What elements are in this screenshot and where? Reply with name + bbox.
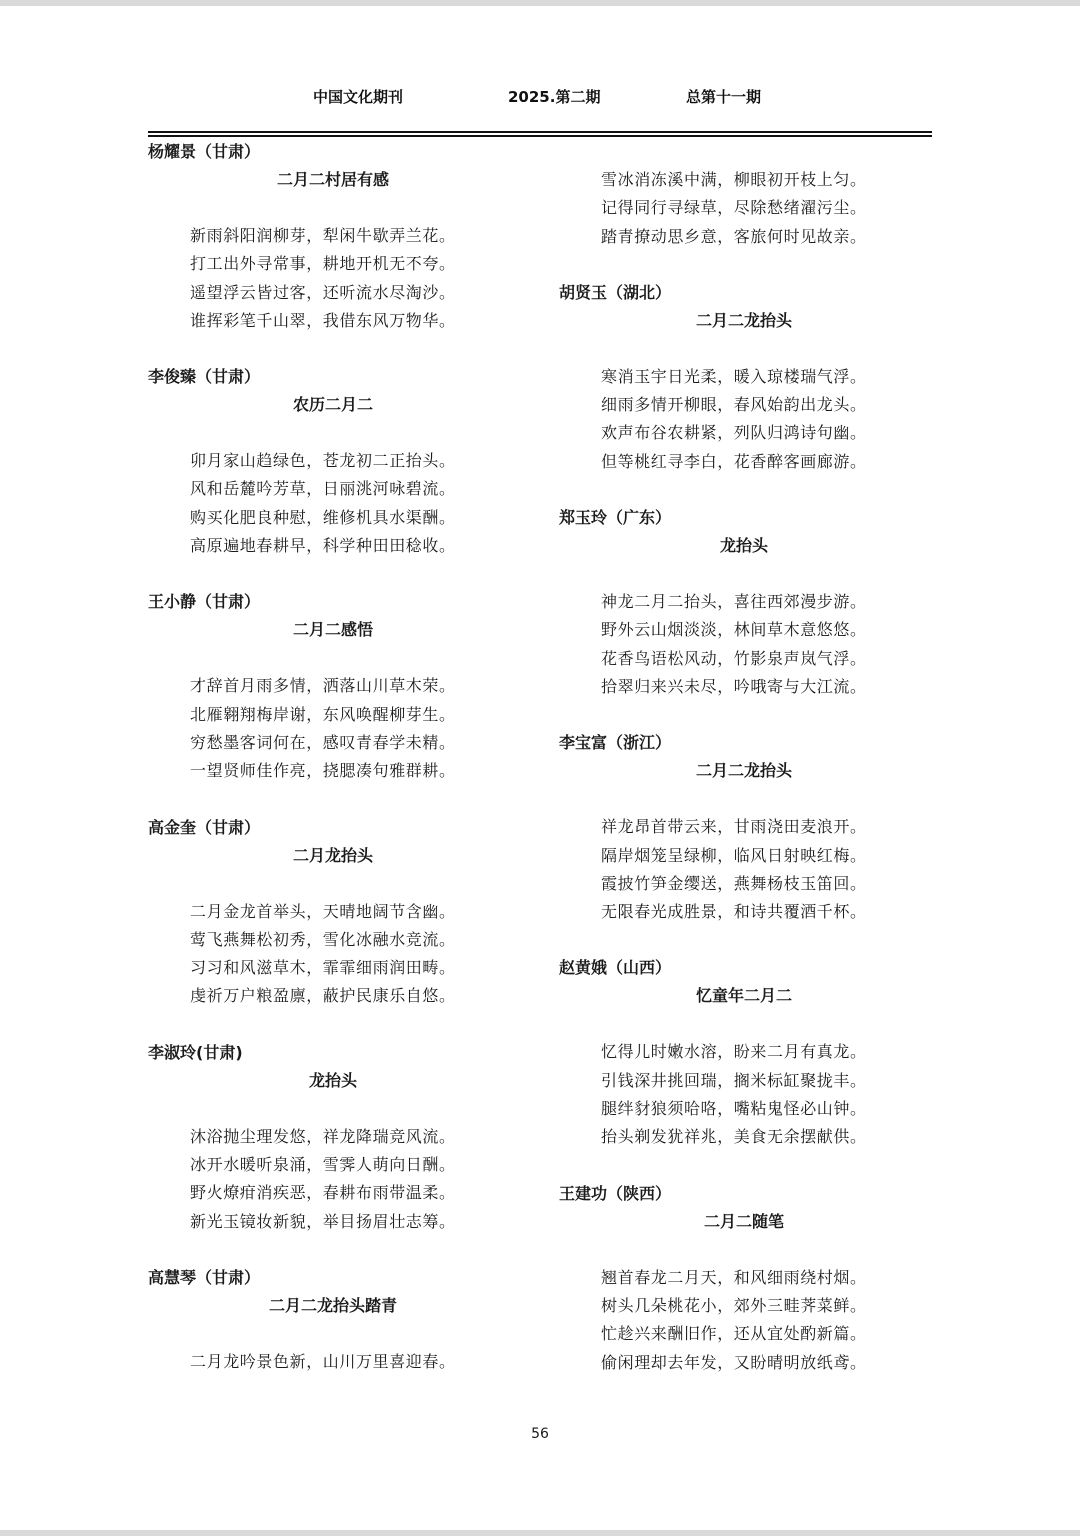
poem-line: 野火燎疳消疾恶，春耕布雨带温柔。 bbox=[190, 1183, 456, 1203]
poem-author: 赵黄娥（山西） bbox=[559, 958, 672, 978]
poem-line: 沐浴抛尘理发悠，祥龙降瑞竞风流。 bbox=[190, 1126, 456, 1146]
poem-line: 踏青撩动思乡意，客旅何时见故亲。 bbox=[601, 226, 867, 246]
poem bbox=[148, 138, 528, 335]
poem-line: 偷闲理却去年发，又盼晴明放纸鸢。 bbox=[601, 1352, 867, 1372]
poem-title: 二月二龙抬头踏青 bbox=[268, 1295, 397, 1315]
poem-line: 新光玉镜妆新貌，举目扬眉壮志筹。 bbox=[190, 1211, 456, 1231]
poem-title: 二月二村居有感 bbox=[276, 170, 389, 189]
poem-line: 隔岸烟笼呈绿柳，临风日射映红梅。 bbox=[601, 845, 867, 865]
poem-line: 野外云山烟淡淡，林间草木意悠悠。 bbox=[601, 620, 867, 640]
poem-title: 龙抬头 bbox=[308, 1070, 357, 1090]
header-issue: 2025.第二期 bbox=[508, 88, 601, 106]
poem bbox=[559, 504, 939, 701]
poem-title: 二月二感悟 bbox=[292, 620, 373, 640]
poem-author: 郑玉玲（广东） bbox=[559, 508, 672, 528]
poem-author: 李宝富（浙江） bbox=[559, 733, 672, 753]
poem-title: 二月二随笔 bbox=[703, 1211, 784, 1231]
poem-line: 雪冰消冻溪中满，柳眼初开枝上匀。 bbox=[601, 170, 867, 189]
poem-line: 但等桃红寻李白，花香醉客画廊游。 bbox=[601, 451, 867, 471]
poem-line: 神龙二月二抬头，喜往西郊漫步游。 bbox=[601, 592, 867, 612]
right-column bbox=[559, 138, 939, 1377]
poem-title: 龙抬头 bbox=[719, 536, 768, 556]
top-edge-bar bbox=[0, 0, 1080, 6]
poem-line: 细雨多情开柳眼，春风始韵出龙头。 bbox=[601, 395, 867, 415]
bottom-edge-bar bbox=[0, 1530, 1080, 1536]
poem bbox=[559, 279, 939, 476]
poem-author: 杨耀景（甘肃） bbox=[148, 142, 261, 161]
poem-line: 习习和风滋草木，霏霏细雨润田畴。 bbox=[190, 958, 456, 978]
poem-line: 忙趁兴来酬旧作，还从宜处酌新篇。 bbox=[601, 1324, 867, 1344]
poem-line: 抬头剃发犹祥兆，美食无余摆献供。 bbox=[601, 1127, 867, 1147]
poem-title: 二月龙抬头 bbox=[292, 845, 373, 865]
poem-line: 引钱深井挑回瑞，搁米标缸聚拢丰。 bbox=[601, 1070, 867, 1090]
poem-title: 农历二月二 bbox=[292, 395, 373, 415]
poem-line: 拾翠归来兴未尽，吟哦寄与大江流。 bbox=[601, 676, 867, 696]
poem-line: 翘首春龙二月天，和风细雨绕村烟。 bbox=[601, 1267, 867, 1287]
poem-author: 王小静（甘肃） bbox=[148, 592, 261, 612]
poem-line: 欢声布谷农耕紧，列队归鸿诗句幽。 bbox=[601, 423, 867, 443]
poem bbox=[148, 814, 528, 1011]
poem bbox=[559, 1180, 939, 1377]
poem-title: 二月二龙抬头 bbox=[695, 310, 792, 330]
poem-line: 腿绊豺狼须哈咯，嘴粘鬼怪必山钟。 bbox=[601, 1099, 867, 1119]
poem bbox=[559, 729, 939, 926]
poem-author: 胡贤玉（湖北） bbox=[559, 282, 672, 302]
poem-line: 谁挥彩笔千山翠，我借东风万物华。 bbox=[190, 310, 456, 330]
poem-line: 二月龙吟景色新，山川万里喜迎春。 bbox=[190, 1351, 456, 1371]
poem-line: 树头几朵桃花小，郊外三畦荠菜鲜。 bbox=[601, 1295, 867, 1315]
poem-line: 风和岳麓吟芳草，日丽洮河咏碧流。 bbox=[190, 479, 456, 499]
poem-continuation bbox=[559, 138, 939, 251]
poem-line: 新雨斜阳润柳芽，犁闲牛歇弄兰花。 bbox=[190, 226, 456, 245]
poem-title: 忆童年二月二 bbox=[695, 986, 792, 1006]
poem-line: 霞披竹笋金缨送，燕舞杨枝玉笛回。 bbox=[601, 873, 867, 893]
header-journal-name: 中国文化期刊 bbox=[313, 88, 404, 106]
poem-title: 二月二龙抬头 bbox=[695, 761, 792, 781]
poem bbox=[148, 588, 528, 785]
poem-line: 才辞首月雨多情，洒落山川草木荣。 bbox=[190, 676, 456, 696]
left-column bbox=[148, 138, 528, 1376]
poem-author: 王建功（陕西） bbox=[559, 1183, 672, 1203]
poem-author: 李淑玲(甘肃) bbox=[148, 1042, 243, 1062]
poem-author: 李俊臻（甘肃） bbox=[148, 367, 261, 387]
poem-line: 遥望浮云皆过客，还听流水尽淘沙。 bbox=[190, 282, 456, 302]
poem-line: 二月金龙首举头，天晴地阔节含幽。 bbox=[190, 901, 456, 921]
header-rule-top bbox=[148, 131, 932, 133]
poem-line: 虔祈万户粮盈廪，蔽护民康乐自悠。 bbox=[190, 986, 456, 1006]
poem bbox=[559, 954, 939, 1151]
poem-line: 无限春光成胜景，和诗共覆酒千杯。 bbox=[601, 902, 867, 922]
poem-author: 高慧琴（甘肃） bbox=[148, 1267, 261, 1287]
poem-line: 高原遍地春耕早，科学种田田稔收。 bbox=[190, 536, 456, 556]
poem-line: 忆得儿时嫩水溶，盼来二月有真龙。 bbox=[601, 1042, 867, 1062]
poem-line: 花香鸟语松风动，竹影泉声岚气浮。 bbox=[601, 648, 867, 668]
poem-line: 寒消玉宇日光柔，暖入琼楼瑞气浮。 bbox=[601, 366, 867, 386]
page-number: 56 bbox=[531, 1426, 549, 1442]
poem-line: 北雁翱翔梅岸谢，东风唤醒柳芽生。 bbox=[190, 704, 456, 724]
poem bbox=[148, 363, 528, 560]
poem-author: 高金奎（甘肃） bbox=[148, 817, 261, 837]
poem-line: 祥龙昂首带云来，甘雨浇田麦浪开。 bbox=[601, 817, 867, 837]
poem bbox=[148, 1039, 528, 1236]
header-total-issue: 总第十一期 bbox=[686, 88, 762, 106]
poem-line: 卯月家山趋绿色，苍龙初二正抬头。 bbox=[190, 451, 456, 471]
poem-line: 记得同行寻绿草，尽除愁绪濯污尘。 bbox=[601, 198, 867, 218]
poem-line: 打工出外寻常事，耕地开机无不夸。 bbox=[190, 254, 456, 274]
poem-line: 莺飞燕舞松初秀，雪化冰融水竞流。 bbox=[190, 929, 456, 949]
poem-line: 一望贤师佳作亮，挠腮凑句雅群耕。 bbox=[190, 761, 456, 781]
header-rule-bottom bbox=[148, 135, 932, 137]
poem-line: 购买化肥良种慰，维修机具水渠酬。 bbox=[190, 507, 456, 527]
poem-line: 穷愁墨客词何在，感叹青春学未精。 bbox=[190, 732, 456, 752]
poem-line: 冰开水暖听泉涌，雪霁人萌向日酬。 bbox=[190, 1155, 456, 1175]
poem bbox=[148, 1264, 528, 1376]
